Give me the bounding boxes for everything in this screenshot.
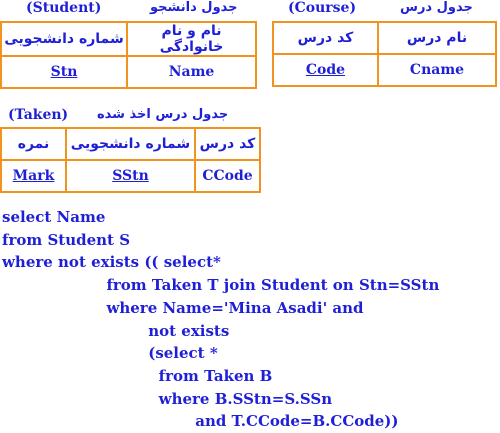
student-column-name: Name (127, 56, 256, 88)
taken-english-title: (Taken) (8, 107, 69, 123)
sql-line: from Taken B (2, 366, 273, 385)
taken-persian-title: جدول درس اخذ شده (97, 107, 229, 122)
student-column-stn: Stn (1, 56, 127, 88)
sql-line: select Name (2, 208, 106, 226)
taken-header-mark: نمره (1, 128, 66, 160)
sql-line: (select * (2, 344, 218, 363)
course-english-title: (Course) (288, 0, 357, 16)
sql-line: where Name='Mina Asadi' and (2, 298, 364, 317)
course-persian-title: جدول درس (400, 0, 473, 15)
sql-line: where not exists (( select* (2, 253, 221, 272)
taken-header-sstn: شماره دانشجویی (66, 128, 195, 160)
sql-line: from Taken T join Student on Stn=SStn (2, 276, 440, 295)
course-table (272, 21, 497, 87)
course-header-code: کد درس (273, 22, 378, 54)
course-column-cname: Cname (378, 54, 496, 86)
sql-query (2, 206, 439, 433)
student-persian-title: جدول دانشجو (150, 0, 238, 15)
student-header-name: نام و نام خانوادگی (127, 22, 256, 56)
taken-column-mark: Mark (1, 160, 66, 192)
sql-line: where B.SStn=S.SSn (2, 389, 333, 408)
taken-column-ccode: CCode (195, 160, 260, 192)
sql-line: and T.CCode=B.CCode)) (2, 412, 399, 431)
course-column-code: Code (273, 54, 378, 86)
student-table (0, 21, 257, 89)
student-english-title: (Student) (26, 0, 102, 16)
sql-line: from Student S (2, 230, 131, 249)
course-header-cname: نام درس (378, 22, 496, 54)
taken-header-ccode: کد درس (195, 128, 260, 160)
sql-line: not exists (2, 321, 230, 340)
taken-table (0, 127, 261, 193)
taken-column-sstn: SStn (66, 160, 195, 192)
student-header-stn: شماره دانشجویی (1, 22, 127, 56)
